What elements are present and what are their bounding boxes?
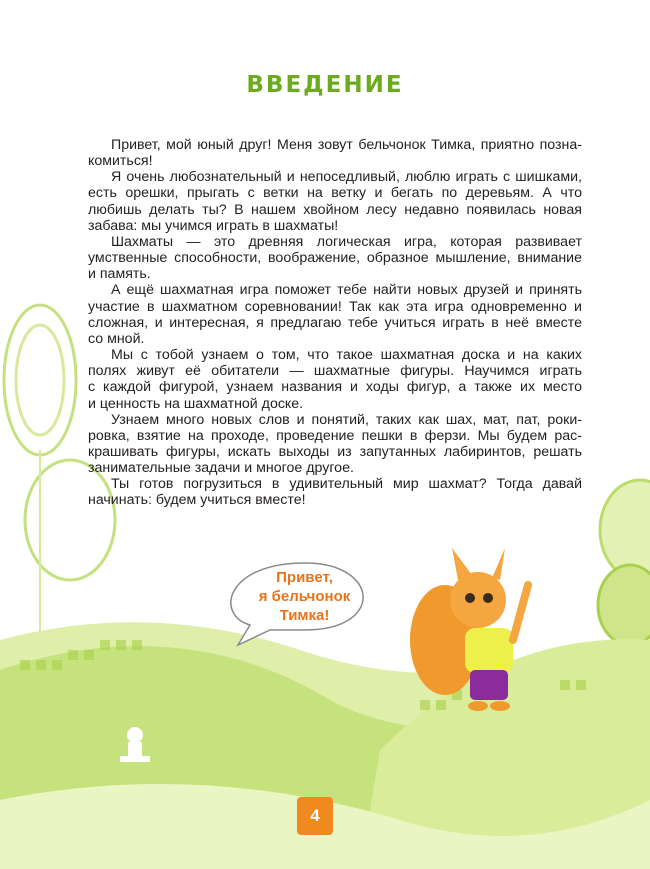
text-line: А ещё шахматная игра поможет тебе найти новых друзей и принять bbox=[111, 282, 582, 299]
text-line: забава: мы учимся играть в шахматы! bbox=[88, 217, 339, 234]
text-line: сложная, и интересная, я предлагаю тебе учиться играть в неё вместе bbox=[88, 314, 582, 331]
paragraph bbox=[88, 412, 582, 477]
text-line: Привет, мой юный друг! Меня зовут бельчонок Тимка, приятно позна- bbox=[111, 137, 582, 153]
paragraph bbox=[88, 137, 582, 169]
text-line: Шахматы — это древняя логическая игра, которая развивает bbox=[111, 233, 582, 250]
text-line: Мы с тобой узнаем о том, что такое шахматная доска и на каких bbox=[111, 347, 582, 364]
text-line: полях живут её обитатели — шахматные фигуры. Научимся играть bbox=[88, 363, 582, 380]
paragraph bbox=[88, 234, 582, 282]
text-line: занимательные задачи и многое другое. bbox=[88, 460, 354, 477]
text-line: умственные способности, воображение, образное мышление, внимание bbox=[88, 250, 582, 267]
tree-right-icon bbox=[598, 480, 650, 645]
page-number: 4 bbox=[297, 797, 333, 835]
paragraph bbox=[88, 169, 582, 234]
text-line: есть орешки, прыгать с ветки на ветку и бегать по деревьям. А что bbox=[88, 185, 582, 202]
text-line: Я очень любознательный и непоседливый, люблю играть с шишками, bbox=[111, 169, 582, 186]
text-line: ровка, взятие на проходе, проведение пешки в ферзи. Мы будем рас- bbox=[88, 427, 582, 444]
speech-bubble-text bbox=[232, 562, 377, 630]
text-line: со мной. bbox=[88, 330, 145, 347]
text-line: Ты готов погрузиться в удивительный мир шахмат? Тогда давай bbox=[111, 476, 582, 493]
page-title: ВВЕДЕНИЕ bbox=[246, 72, 404, 98]
text-line: и ценность на шахматной доске. bbox=[88, 395, 304, 412]
paragraph bbox=[88, 476, 582, 508]
bubble-line: я бельчонок bbox=[258, 588, 351, 605]
bubble-line: Тимка! bbox=[279, 607, 330, 624]
text-line: Узнаем много новых слов и понятий, таких как шах, мат, пат, роки- bbox=[111, 411, 582, 428]
text-line: с каждой фигурой, узнаем названия и ходы фигур, а также их место bbox=[88, 379, 582, 396]
text-line: любишь делать ты? В нашем хвойном лесу недавно появилась новая bbox=[88, 201, 582, 218]
text-line: комиться! bbox=[88, 153, 153, 170]
text-line: участие в шахматном соревновании! Так как эта игра одновременно и bbox=[88, 298, 582, 315]
paragraph bbox=[88, 347, 582, 412]
text-line: начинать: будем учиться вместе! bbox=[88, 492, 306, 509]
text-line: крашивать фигуры, искать выходы из запутанных лабиринтов, решать bbox=[88, 443, 582, 460]
paragraph bbox=[88, 282, 582, 347]
text-line: и память. bbox=[88, 266, 151, 283]
intro-text bbox=[88, 137, 582, 509]
bubble-line: Привет, bbox=[276, 569, 333, 586]
